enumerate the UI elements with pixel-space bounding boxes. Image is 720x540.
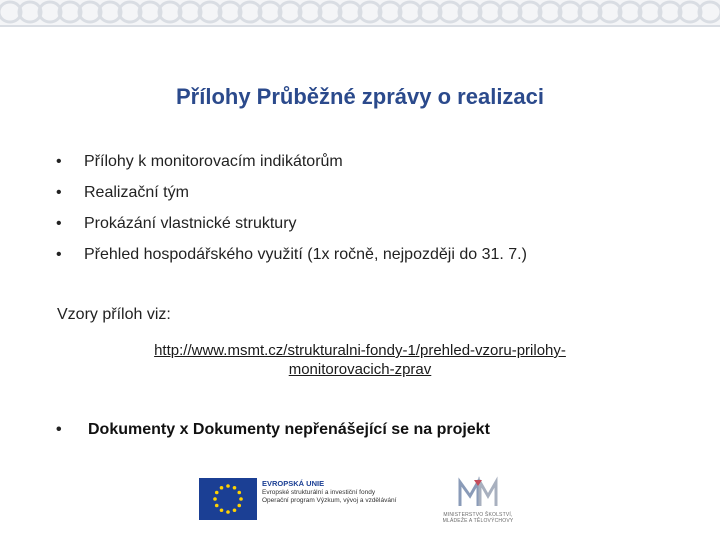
bullet-dot: •	[56, 245, 62, 263]
eu-logo-title: EVROPSKÁ UNIE	[262, 479, 325, 488]
msmt-logo	[428, 476, 528, 524]
list-item	[56, 239, 676, 270]
slide-title: Přílohy Průběžné zprávy o realizaci	[175, 84, 545, 109]
list-item-text: Přílohy k monitorovacím indikátorům	[84, 152, 343, 170]
documents-bullet	[56, 421, 490, 439]
eu-logo-text	[262, 480, 396, 506]
list-item-text: Prokázání vlastnické struktury	[84, 214, 297, 232]
knot-pattern-svg	[0, 0, 720, 40]
eu-stars-svg	[199, 478, 257, 520]
msmt-logo-text	[428, 512, 528, 524]
list-item	[56, 208, 676, 239]
list-item	[56, 177, 676, 208]
decorative-knot-band	[0, 0, 720, 40]
msmt-logo-line2: MLÁDEŽE A TĚLOVÝCHOVY	[442, 518, 514, 524]
list-item-text: Přehled hospodářského využití (1x ročně, nejpozději do 31. 7.)	[84, 245, 527, 263]
eu-logo-line3: Operační program Výzkum, vývoj a vzdělávání	[262, 497, 397, 504]
documents-bullet-text: Dokumenty x Dokumenty nepřenášející se na projekt	[88, 421, 490, 438]
templates-link-line1[interactable]: http://www.msmt.cz/strukturalni-fondy-1/prehled-vzoru-prilohy-	[154, 342, 566, 359]
templates-link[interactable]	[60, 341, 660, 379]
msmt-logo-line1: MINISTERSTVO ŠKOLSTVÍ,	[443, 512, 513, 518]
bullet-list	[56, 146, 676, 270]
msmt-emblem-icon	[456, 476, 500, 510]
logo-footer	[196, 474, 536, 526]
templates-label: Vzory příloh viz:	[57, 306, 171, 323]
templates-link-line2[interactable]: monitorovacich-zprav	[288, 361, 432, 378]
eu-logo-line2: Evropské strukturální a investiční fondy	[262, 488, 376, 496]
bullet-dot: •	[56, 152, 62, 170]
eu-flag-icon	[199, 478, 257, 520]
list-item-text: Realizační tým	[84, 183, 189, 201]
bullet-dot: •	[56, 214, 62, 232]
bullet-dot: •	[56, 183, 62, 201]
list-item	[56, 146, 676, 177]
bullet-dot: •	[56, 421, 62, 438]
